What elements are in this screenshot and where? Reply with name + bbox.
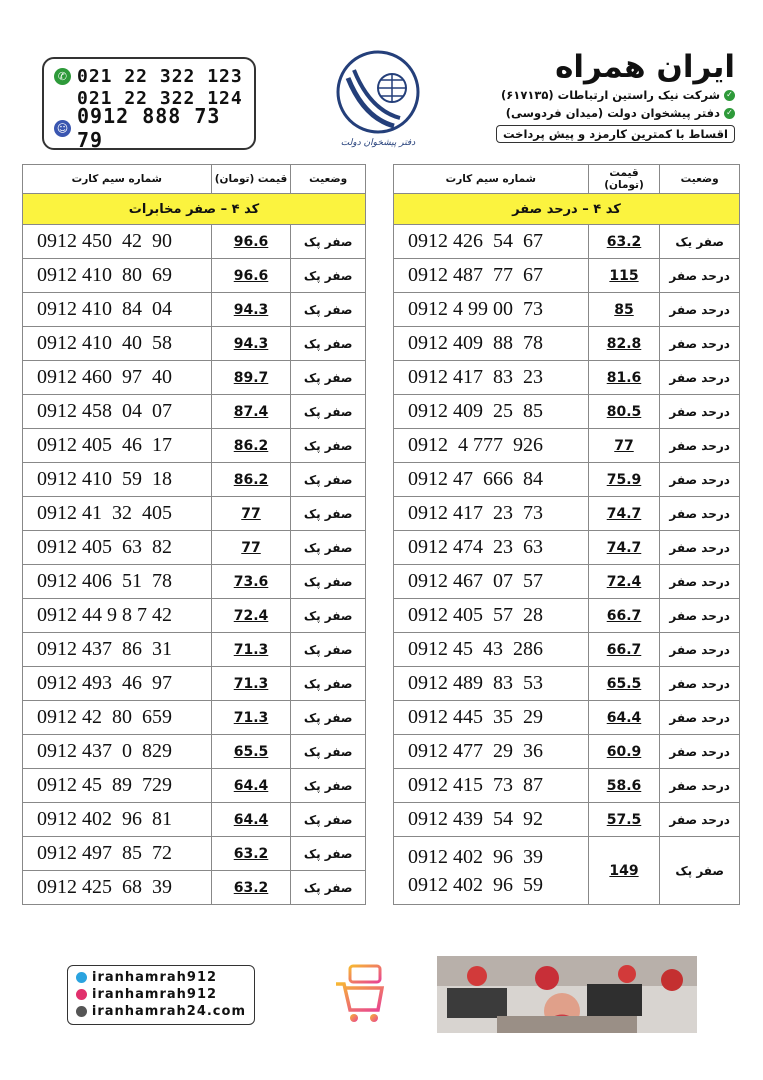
table-row xyxy=(23,429,366,463)
spacer xyxy=(54,90,71,107)
price-cell: 65.5 xyxy=(211,735,291,769)
status-cell: درحد صفر xyxy=(660,395,740,429)
sim-number-cell[interactable]: 0912 487 77 67 xyxy=(394,259,589,293)
sim-number-cell[interactable]: 0912 4 777 926 xyxy=(394,429,589,463)
social-line[interactable] xyxy=(76,969,246,986)
sim-number-cell[interactable]: 0912 417 23 73 xyxy=(394,497,589,531)
sim-number-cell[interactable]: 0912 437 86 31 xyxy=(23,633,212,667)
logo-caption: دفتر پیشخوان دولت xyxy=(340,138,416,148)
status-cell: صفر پک xyxy=(291,837,366,871)
brand-line-text: دفتر پیشخوان دولت (میدان فردوسی) xyxy=(505,106,720,120)
sim-number-cell[interactable]: 0912 410 40 58 xyxy=(23,327,212,361)
price-cell: 96.6 xyxy=(211,259,291,293)
price-cell: 149 xyxy=(588,837,660,905)
table-row xyxy=(394,429,740,463)
sim-number-cell[interactable]: 0912 45 43 286 xyxy=(394,633,589,667)
phone-line-1 xyxy=(54,65,246,87)
check-icon: ✓ xyxy=(724,108,735,119)
table-row xyxy=(23,361,366,395)
table-row xyxy=(394,735,740,769)
web-icon xyxy=(76,1006,87,1017)
price-cell: 115 xyxy=(588,259,660,293)
phone-box xyxy=(42,57,256,150)
status-cell: صفر پک xyxy=(291,599,366,633)
support-icon: ☺ xyxy=(54,120,71,137)
status-cell: صفر پک xyxy=(291,225,366,259)
social-box xyxy=(67,965,255,1025)
table-band-title: کد ۴ – درحد صفر xyxy=(394,194,740,225)
status-cell: درحد صفر xyxy=(660,293,740,327)
price-cell: 64.4 xyxy=(211,769,291,803)
sim-number-cell[interactable]: 0912 467 07 57 xyxy=(394,565,589,599)
mobile-number[interactable]: 0912 888 73 79 xyxy=(77,104,221,152)
instagram-icon xyxy=(76,989,87,1000)
sim-number-cell[interactable]: 0912 415 73 87 xyxy=(394,769,589,803)
sim-number-cell[interactable]: 0912 41 32 405 xyxy=(23,497,212,531)
sim-number-cell[interactable]: 0912 458 04 07 xyxy=(23,395,212,429)
social-handle[interactable]: iranhamrah24.com xyxy=(91,1004,246,1019)
sim-number-cell[interactable]: 0912 44 9 8 7 42 xyxy=(23,599,212,633)
status-cell: درحد صفر xyxy=(660,361,740,395)
table-row xyxy=(23,293,366,327)
table-row xyxy=(394,361,740,395)
status-cell: صفر پک xyxy=(660,837,740,905)
status-cell: درحد صفر xyxy=(660,735,740,769)
status-cell: درحد صفر xyxy=(660,327,740,361)
price-cell: 86.2 xyxy=(211,429,291,463)
status-cell: صفر پک xyxy=(291,361,366,395)
table-row xyxy=(23,701,366,735)
phone-number-2[interactable]: 021 22 322 124 xyxy=(77,87,243,109)
table-row xyxy=(23,531,366,565)
sim-number-cell[interactable]: 0912 489 83 53 xyxy=(394,667,589,701)
table-row xyxy=(23,565,366,599)
price-cell: 74.7 xyxy=(588,531,660,565)
price-cell: 71.3 xyxy=(211,701,291,735)
status-cell: درحد صفر xyxy=(660,667,740,701)
status-cell: صفر پک xyxy=(291,633,366,667)
price-cell: 77 xyxy=(211,531,291,565)
price-cell: 65.5 xyxy=(588,667,660,701)
col-price: قیمت (تومان) xyxy=(211,165,291,194)
status-cell: صفر پک xyxy=(291,497,366,531)
status-cell: صفر پک xyxy=(291,803,366,837)
price-cell: 77 xyxy=(588,429,660,463)
status-cell: درحد صفر xyxy=(660,565,740,599)
status-cell: صفر پک xyxy=(291,667,366,701)
price-cell: 86.2 xyxy=(211,463,291,497)
table-row xyxy=(23,259,366,293)
table-row xyxy=(394,531,740,565)
sim-number-cell[interactable]: 0912 406 51 78 xyxy=(23,565,212,599)
price-cell: 77 xyxy=(211,497,291,531)
price-cell: 71.3 xyxy=(211,667,291,701)
price-cell: 64.4 xyxy=(211,803,291,837)
status-cell: صفر پک xyxy=(291,293,366,327)
status-cell: صفر پک xyxy=(291,871,366,905)
sim-number-cell[interactable]: 0912 425 68 39 xyxy=(23,871,212,905)
table-row xyxy=(394,599,740,633)
price-cell: 85 xyxy=(588,293,660,327)
price-cell: 82.8 xyxy=(588,327,660,361)
price-cell: 64.4 xyxy=(588,701,660,735)
table-row xyxy=(394,293,740,327)
table-row xyxy=(23,395,366,429)
sim-number-cell[interactable]: 0912 405 57 28 xyxy=(394,599,589,633)
price-cell: 63.2 xyxy=(211,837,291,871)
shopping-cart-icon xyxy=(332,962,388,1026)
sim-number-cell[interactable]: 0912 409 88 78 xyxy=(394,327,589,361)
table-row xyxy=(394,701,740,735)
col-price: قیمت (تومان) xyxy=(588,165,660,194)
mobile-line xyxy=(54,104,246,152)
sim-number-cell[interactable]: 0912 410 84 04 xyxy=(23,293,212,327)
price-cell: 81.6 xyxy=(588,361,660,395)
brand-line-1 xyxy=(475,86,735,104)
check-icon: ✓ xyxy=(724,90,735,101)
price-cell: 71.3 xyxy=(211,633,291,667)
sim-number-cell[interactable]: 0912 460 97 40 xyxy=(23,361,212,395)
status-cell: درحد صفر xyxy=(660,633,740,667)
status-cell: صفر پک xyxy=(291,735,366,769)
sim-number-cell[interactable] xyxy=(394,837,589,905)
price-cell: 94.3 xyxy=(211,293,291,327)
phone-number-1[interactable]: 021 22 322 123 xyxy=(77,65,243,87)
table-band-title: کد ۴ – صفر مخابرات xyxy=(23,194,366,225)
table-row xyxy=(394,327,740,361)
sim-number-cell[interactable]: 0912 45 89 729 xyxy=(23,769,212,803)
sim-number-cell[interactable]: 0912 405 63 82 xyxy=(23,531,212,565)
status-cell: درحد صفر xyxy=(660,701,740,735)
sim-number-cell[interactable]: 0912 445 35 29 xyxy=(394,701,589,735)
table-row xyxy=(23,735,366,769)
social-handle[interactable]: iranhamrah912 xyxy=(92,987,218,1002)
table-row xyxy=(394,633,740,667)
status-cell: صفر پک xyxy=(291,395,366,429)
table-row xyxy=(23,837,366,871)
office-photo xyxy=(437,956,697,1033)
sim-number-cell[interactable]: 0912 426 54 67 xyxy=(394,225,589,259)
table-row xyxy=(394,463,740,497)
social-line[interactable] xyxy=(76,986,246,1003)
status-cell: درحد صفر xyxy=(660,531,740,565)
social-line[interactable] xyxy=(76,1003,246,1020)
table-row xyxy=(394,497,740,531)
sim-number-cell[interactable]: 0912 47 666 84 xyxy=(394,463,589,497)
table-row xyxy=(394,259,740,293)
status-cell: درحد صفر xyxy=(660,429,740,463)
col-number: شماره سیم کارت xyxy=(394,165,589,194)
col-status: وضعیت xyxy=(660,165,740,194)
table-row xyxy=(23,633,366,667)
sim-number-cell[interactable]: 0912 410 80 69 xyxy=(23,259,212,293)
table-row xyxy=(23,667,366,701)
sim-number[interactable]: 0912 402 96 59 xyxy=(408,873,543,896)
sim-number-cell[interactable]: 0912 402 96 81 xyxy=(23,803,212,837)
right-price-table xyxy=(393,164,740,905)
sim-number-cell[interactable]: 0912 42 80 659 xyxy=(23,701,212,735)
sim-number-cell[interactable]: 0912 409 25 85 xyxy=(394,395,589,429)
table-row xyxy=(23,497,366,531)
price-cell: 96.6 xyxy=(211,225,291,259)
sim-number-cell[interactable]: 0912 4 99 00 73 xyxy=(394,293,589,327)
price-cell: 87.4 xyxy=(211,395,291,429)
installment-badge: اقساط با کمترین کارمزد و پیش پرداخت xyxy=(496,125,735,143)
price-cell: 57.5 xyxy=(588,803,660,837)
price-cell: 66.7 xyxy=(588,599,660,633)
phone-icon: ✆ xyxy=(54,68,71,85)
price-cell: 89.7 xyxy=(211,361,291,395)
price-cell: 60.9 xyxy=(588,735,660,769)
left-price-table xyxy=(22,164,366,905)
sim-number-cell[interactable]: 0912 417 83 23 xyxy=(394,361,589,395)
status-cell: صفر پک xyxy=(291,327,366,361)
price-cell: 66.7 xyxy=(588,633,660,667)
table-row xyxy=(23,327,366,361)
table-row xyxy=(394,395,740,429)
status-cell: درحد صفر xyxy=(660,497,740,531)
status-cell: صفر پک xyxy=(291,565,366,599)
status-cell: صفر پک xyxy=(291,769,366,803)
table-row xyxy=(394,225,740,259)
sim-number-cell[interactable]: 0912 474 23 63 xyxy=(394,531,589,565)
status-cell: درحد صفر xyxy=(660,803,740,837)
status-cell: صفر پک xyxy=(291,463,366,497)
table-row xyxy=(394,667,740,701)
price-cell: 58.6 xyxy=(588,769,660,803)
status-cell: درحد صفر xyxy=(660,463,740,497)
table-row xyxy=(23,599,366,633)
brand-block xyxy=(475,48,735,143)
table-row xyxy=(394,803,740,837)
price-cell: 63.2 xyxy=(588,225,660,259)
price-cell: 94.3 xyxy=(211,327,291,361)
status-cell: صفر پک xyxy=(291,701,366,735)
sim-number-cell[interactable]: 0912 493 46 97 xyxy=(23,667,212,701)
price-cell: 74.7 xyxy=(588,497,660,531)
sim-number[interactable]: 0912 402 96 39 xyxy=(408,845,543,868)
status-cell: صفر پک xyxy=(291,429,366,463)
col-number: شماره سیم کارت xyxy=(23,165,212,194)
sim-number-cell[interactable]: 0912 437 0 829 xyxy=(23,735,212,769)
status-cell: صفر پک xyxy=(291,531,366,565)
price-cell: 80.5 xyxy=(588,395,660,429)
sim-number-cell[interactable]: 0912 439 54 92 xyxy=(394,803,589,837)
status-cell: درحد صفر xyxy=(660,769,740,803)
sim-number-cell[interactable]: 0912 477 29 36 xyxy=(394,735,589,769)
table-row xyxy=(23,225,366,259)
table-row xyxy=(23,769,366,803)
sim-number-cell[interactable]: 0912 405 46 17 xyxy=(23,429,212,463)
status-cell: درحد صفر xyxy=(660,259,740,293)
price-cell: 75.9 xyxy=(588,463,660,497)
sim-number-cell[interactable]: 0912 497 85 72 xyxy=(23,837,212,871)
price-cell: 72.4 xyxy=(211,599,291,633)
table-row xyxy=(23,871,366,905)
col-status: وضعیت xyxy=(291,165,366,194)
price-cell: 72.4 xyxy=(588,565,660,599)
table-row xyxy=(394,837,740,905)
sim-number-cell[interactable]: 0912 450 42 90 xyxy=(23,225,212,259)
table-row xyxy=(394,565,740,599)
sim-number-cell[interactable]: 0912 410 59 18 xyxy=(23,463,212,497)
table-row xyxy=(23,803,366,837)
brand-title: ایران همراه xyxy=(555,49,735,85)
brand-line-text: شرکت نیک راستین ارتباطات (۶۱۷۱۳۵) xyxy=(501,88,720,102)
status-cell: صفر یک xyxy=(660,225,740,259)
table-row xyxy=(394,769,740,803)
price-cell: 73.6 xyxy=(211,565,291,599)
status-cell: درحد صفر xyxy=(660,599,740,633)
brand-line-2 xyxy=(475,104,735,122)
social-handle[interactable]: iranhamrah912 xyxy=(92,970,218,985)
table-row xyxy=(23,463,366,497)
status-cell: صفر پک xyxy=(291,259,366,293)
telegram-icon xyxy=(76,972,87,983)
price-cell: 63.2 xyxy=(211,871,291,905)
